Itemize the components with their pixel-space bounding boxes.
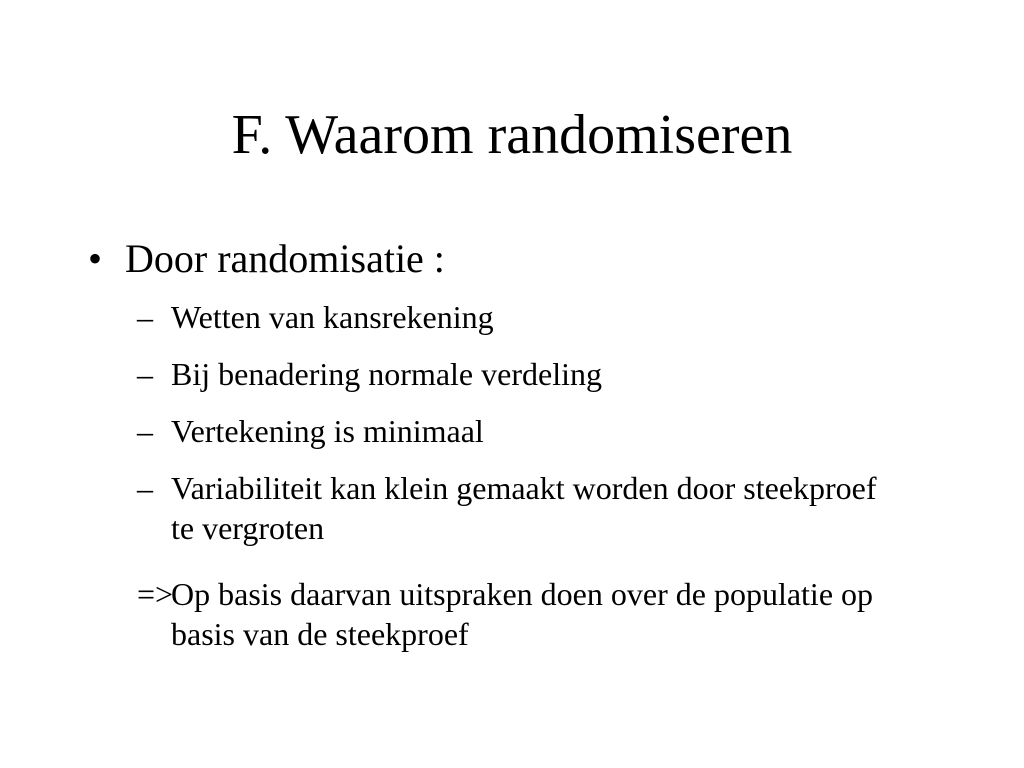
arrow-marker: => [137,576,174,612]
sub-bullet [137,354,897,394]
bullet-marker: • [88,236,103,281]
sub-bullet-text: Vertekening is minimaal [171,413,484,449]
slide-title: F. Waarom randomiseren [231,104,793,166]
dash-marker: – [137,356,153,392]
sub-bullet [137,468,897,548]
sub-bullet [137,411,897,451]
dash-marker: – [137,470,153,506]
dash-marker: – [137,413,153,449]
sub-bullet-text: Wetten van kansrekening [171,299,494,335]
dash-marker: – [137,299,153,335]
conclusion [137,574,897,654]
conclusion-text: Op basis daarvan uitspraken doen over de populatie op basis van de steekproef [171,576,874,652]
sub-bullet-text: Bij benadering normale verdeling [171,356,602,392]
sub-bullet [137,297,897,337]
main-bullet-text: Door randomisatie : [125,236,445,281]
sub-bullet-text: Variabiliteit kan klein gemaakt worden door steekproef te vergroten [171,470,877,546]
